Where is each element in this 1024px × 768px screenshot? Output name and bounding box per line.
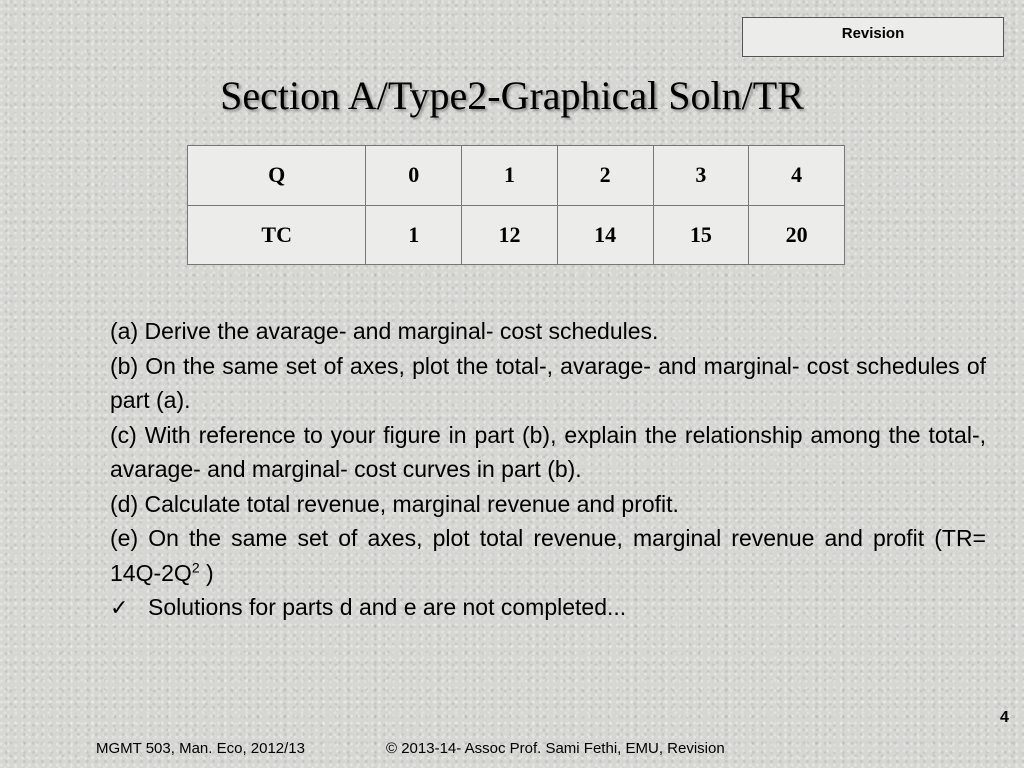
table-cell: 15 xyxy=(653,205,749,265)
table-cell: 1 xyxy=(462,146,558,206)
table-cell: 20 xyxy=(749,205,845,265)
row-header-q: Q xyxy=(188,146,366,206)
table-cell: 14 xyxy=(557,205,653,265)
note-text: Solutions for parts d and e are not completed... xyxy=(148,594,627,620)
question-e xyxy=(110,521,986,590)
question-a: (a) Derive the avarage- and marginal- cost schedules. xyxy=(110,318,659,344)
row-header-tc: TC xyxy=(188,205,366,265)
superscript: 2 xyxy=(191,558,200,575)
question-e-text: (e) On the same set of axes, plot total revenue, marginal revenue and profit (TR= 14Q-2Q xyxy=(110,525,986,586)
revision-label: Revision xyxy=(841,25,905,42)
revision-label-box xyxy=(742,17,1004,57)
table-cell: 0 xyxy=(366,146,462,206)
page-number: 4 xyxy=(1000,709,1009,726)
slide-title: Section A/Type2-Graphical Soln/TR xyxy=(220,73,804,118)
question-list xyxy=(110,314,986,626)
table-cell: 4 xyxy=(749,146,845,206)
question-e-end: ) xyxy=(199,559,214,586)
question-c: (c) With reference to your figure in part (b), explain the relationship among the total-, avarage- and marginal- cost curves in part (b). xyxy=(110,421,986,482)
footer-copyright: © 2013-14- Assoc Prof. Sami Fethi, EMU, Revision xyxy=(386,740,725,757)
table-cell: 2 xyxy=(557,146,653,206)
cost-table xyxy=(187,145,845,265)
footer-course: MGMT 503, Man. Eco, 2012/13 xyxy=(96,740,305,757)
table-cell: 1 xyxy=(366,205,462,265)
question-d: (d) Calculate total revenue, marginal revenue and profit. xyxy=(110,490,679,517)
question-b: (b) On the same set of axes, plot the total-, avarage- and marginal- cost schedules of part (a). xyxy=(110,352,986,413)
checkmark-icon: ✓ xyxy=(110,595,129,620)
table-cell: 12 xyxy=(462,205,558,265)
table-row-tc xyxy=(188,205,845,265)
table-cell: 3 xyxy=(653,146,749,206)
table-row-q xyxy=(188,146,845,206)
completion-note xyxy=(110,590,986,626)
